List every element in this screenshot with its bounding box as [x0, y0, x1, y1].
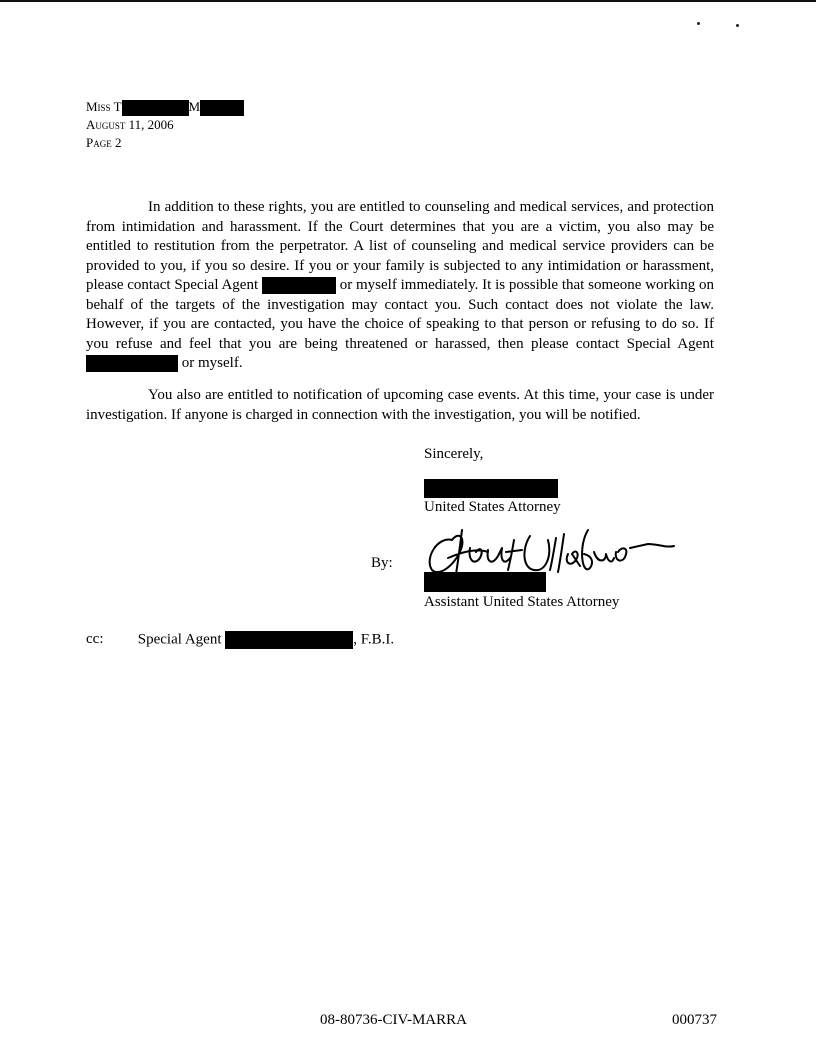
scan-edge-line [0, 0, 816, 2]
letter-header [86, 98, 244, 152]
bates-number: 000737 [672, 1012, 717, 1028]
recipient-line [86, 98, 244, 116]
scan-speck [697, 22, 700, 25]
cc-line [86, 631, 394, 649]
redaction-block [225, 631, 353, 649]
redaction-block [86, 355, 178, 372]
recipient-mid: M [188, 99, 201, 114]
redaction-block [424, 479, 558, 498]
case-number: 08-80736-CIV-MARRA [320, 1012, 467, 1028]
paragraph-text: In addition to these rights, you are entitled to counseling and medical services, and protection from intimidation and harassment. If the Court determines that you are a victim, you also may be entitled to restitution from the perpetrator. A list of counseling and medical service providers can be provided to you, if you so desire. If you or your family is subjected to any intimidation or harassment, please contact Special Agent [86, 199, 714, 293]
cc-suffix: , F.B.I. [353, 631, 395, 648]
redaction-block [200, 100, 244, 116]
redaction-block [122, 100, 189, 116]
paragraph-rights [86, 198, 714, 374]
scan-speck [736, 24, 739, 27]
cc-label: cc: [86, 631, 104, 648]
letter-date: August 11, 2006 [86, 117, 174, 133]
title-us-attorney: United States Attorney [424, 499, 561, 515]
paragraph-notification: You also are entitled to notification of upcoming case events. At this time, your case is under investigation. If anyone is charged in connection with the investigation, you will be notified. [86, 387, 714, 423]
redaction-block [424, 572, 546, 592]
handwritten-signature [418, 518, 678, 580]
paragraph-text: or myself immediately. It is possible that someone working on behalf of the targets of the investigation may contact you. Such contact does not violate the law. However, if you are contacted, you have the choice of speaking to that person or refusing to do so. If you refuse and feel that you are being threatened or harassed, then please contact Special Agent [86, 277, 715, 352]
recipient-prefix: Miss T [86, 99, 122, 114]
title-assistant-attorney: Assistant United States Attorney [424, 594, 620, 610]
closing-sincerely: Sincerely, [424, 446, 484, 462]
paragraph-text: or myself. [181, 355, 243, 371]
redaction-block [262, 277, 336, 294]
by-label: By: [371, 555, 393, 571]
cc-prefix: Special Agent [137, 631, 222, 648]
page-number: Page 2 [86, 135, 122, 151]
